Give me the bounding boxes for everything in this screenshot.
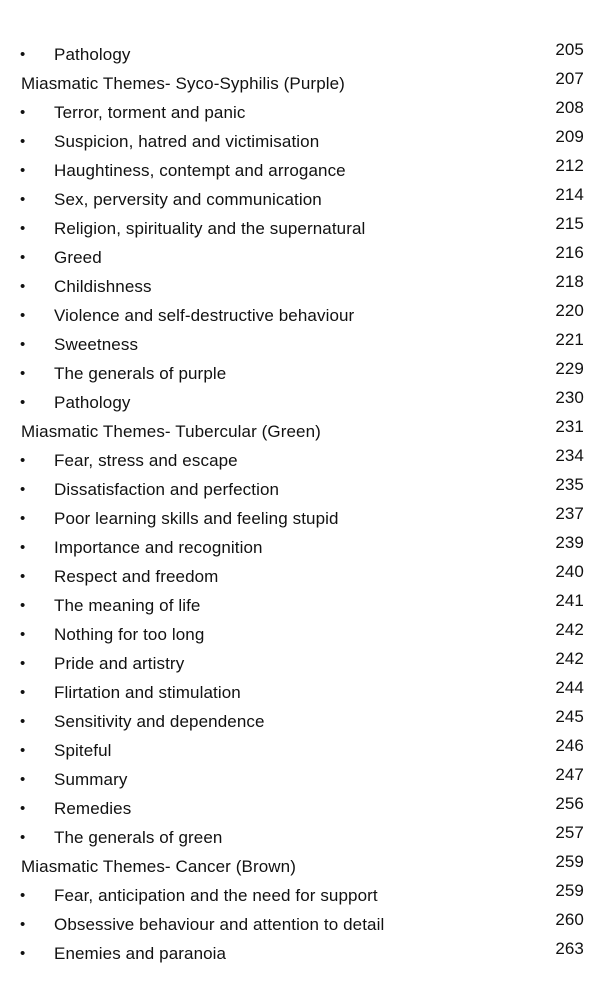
entry-title: Pathology bbox=[54, 45, 131, 64]
section-title: Miasmatic Themes- Cancer (Brown) bbox=[21, 857, 296, 876]
entry-title: Suspicion, hatred and victimisation bbox=[54, 132, 320, 151]
entry-title: Nothing for too long bbox=[54, 625, 205, 644]
toc-entry bbox=[0, 534, 600, 563]
section-title: Miasmatic Themes- Syco-Syphilis (Purple) bbox=[21, 74, 345, 93]
page-number: 242 bbox=[555, 649, 584, 668]
toc-entry bbox=[0, 476, 600, 505]
toc-entry bbox=[0, 273, 600, 302]
page-number: 207 bbox=[555, 69, 584, 88]
page-number: 209 bbox=[555, 127, 584, 146]
toc-entry bbox=[0, 940, 600, 969]
entry-title: Pride and artistry bbox=[54, 654, 185, 673]
bullet-icon: • bbox=[20, 539, 26, 556]
toc-entry bbox=[0, 911, 600, 940]
page-number: 215 bbox=[555, 214, 584, 233]
bullet-icon: • bbox=[20, 713, 26, 730]
toc-entry bbox=[0, 882, 600, 911]
entry-title: Enemies and paranoia bbox=[54, 944, 227, 963]
toc-entry bbox=[0, 621, 600, 650]
page-number: 245 bbox=[555, 707, 584, 726]
page-number: 244 bbox=[555, 678, 584, 697]
bullet-icon: • bbox=[20, 220, 26, 237]
bullet-icon: • bbox=[20, 742, 26, 759]
toc-entry bbox=[0, 563, 600, 592]
toc-entry bbox=[0, 592, 600, 621]
toc-entry bbox=[0, 389, 600, 418]
toc-entry bbox=[0, 128, 600, 157]
bullet-icon: • bbox=[20, 684, 26, 701]
page-number: 220 bbox=[555, 301, 584, 320]
page-number: 208 bbox=[555, 98, 584, 117]
bullet-icon: • bbox=[20, 307, 26, 324]
toc-section-heading bbox=[0, 418, 600, 447]
bullet-icon: • bbox=[20, 771, 26, 788]
bullet-icon: • bbox=[20, 945, 26, 962]
entry-title: Haughtiness, contempt and arrogance bbox=[54, 161, 346, 180]
page-number: 241 bbox=[555, 591, 584, 610]
page-number: 259 bbox=[555, 852, 584, 871]
bullet-icon: • bbox=[20, 597, 26, 614]
page-number: 247 bbox=[555, 765, 584, 784]
toc-entry bbox=[0, 795, 600, 824]
toc-entry bbox=[0, 766, 600, 795]
toc-entry bbox=[0, 708, 600, 737]
page-number: 242 bbox=[555, 620, 584, 639]
page-number: 234 bbox=[555, 446, 584, 465]
bullet-icon: • bbox=[20, 800, 26, 817]
page-number: 237 bbox=[555, 504, 584, 523]
entry-title: Spiteful bbox=[54, 741, 112, 760]
page-number: 221 bbox=[555, 330, 584, 349]
entry-title: Poor learning skills and feeling stupid bbox=[54, 509, 339, 528]
toc-entry bbox=[0, 824, 600, 853]
bullet-icon: • bbox=[20, 278, 26, 295]
bullet-icon: • bbox=[20, 133, 26, 150]
entry-title: Summary bbox=[54, 770, 128, 789]
entry-title: The generals of purple bbox=[54, 364, 227, 383]
toc-section-heading bbox=[0, 853, 600, 882]
page-number: 263 bbox=[555, 939, 584, 958]
toc-entry bbox=[0, 650, 600, 679]
page-number: 260 bbox=[555, 910, 584, 929]
page-number: 235 bbox=[555, 475, 584, 494]
page-number: 256 bbox=[555, 794, 584, 813]
entry-title: Obsessive behaviour and attention to detail bbox=[54, 915, 385, 934]
toc-entry bbox=[0, 41, 600, 70]
entry-title: Fear, stress and escape bbox=[54, 451, 238, 470]
page-number: 230 bbox=[555, 388, 584, 407]
toc-entry bbox=[0, 99, 600, 128]
bullet-icon: • bbox=[20, 104, 26, 121]
bullet-icon: • bbox=[20, 394, 26, 411]
bullet-icon: • bbox=[20, 191, 26, 208]
entry-title: Fear, anticipation and the need for support bbox=[54, 886, 378, 905]
entry-title: Religion, spirituality and the supernatural bbox=[54, 219, 366, 238]
entry-title: Flirtation and stimulation bbox=[54, 683, 241, 702]
entry-title: The generals of green bbox=[54, 828, 223, 847]
page-number: 212 bbox=[555, 156, 584, 175]
page-number: 257 bbox=[555, 823, 584, 842]
toc-entry bbox=[0, 215, 600, 244]
entry-title: Childishness bbox=[54, 277, 152, 296]
bullet-icon: • bbox=[20, 452, 26, 469]
bullet-icon: • bbox=[20, 162, 26, 179]
toc-entry bbox=[0, 679, 600, 708]
entry-title: Importance and recognition bbox=[54, 538, 263, 557]
page-number: 205 bbox=[555, 40, 584, 59]
toc-entry bbox=[0, 244, 600, 273]
toc-entry bbox=[0, 186, 600, 215]
bullet-icon: • bbox=[20, 336, 26, 353]
entry-title: Violence and self-destructive behaviour bbox=[54, 306, 355, 325]
toc-section-heading bbox=[0, 70, 600, 99]
toc-entry bbox=[0, 360, 600, 389]
entry-title: Respect and freedom bbox=[54, 567, 219, 586]
entry-title: Dissatisfaction and perfection bbox=[54, 480, 280, 499]
bullet-icon: • bbox=[20, 655, 26, 672]
bullet-icon: • bbox=[20, 510, 26, 527]
bullet-icon: • bbox=[20, 568, 26, 585]
bullet-icon: • bbox=[20, 46, 26, 63]
bullet-icon: • bbox=[20, 916, 26, 933]
entry-title: Sensitivity and dependence bbox=[54, 712, 265, 731]
toc-entry bbox=[0, 302, 600, 331]
entry-title: The meaning of life bbox=[54, 596, 201, 615]
page-number: 259 bbox=[555, 881, 584, 900]
toc-list bbox=[0, 41, 600, 969]
page-number: 239 bbox=[555, 533, 584, 552]
bullet-icon: • bbox=[20, 365, 26, 382]
page-number: 218 bbox=[555, 272, 584, 291]
bullet-icon: • bbox=[20, 249, 26, 266]
bullet-icon: • bbox=[20, 887, 26, 904]
entry-title: Pathology bbox=[54, 393, 131, 412]
page-number: 231 bbox=[555, 417, 584, 436]
bullet-icon: • bbox=[20, 829, 26, 846]
toc-entry bbox=[0, 505, 600, 534]
page-number: 216 bbox=[555, 243, 584, 262]
entry-title: Sex, perversity and communication bbox=[54, 190, 322, 209]
toc-entry bbox=[0, 447, 600, 476]
bullet-icon: • bbox=[20, 626, 26, 643]
toc-entry bbox=[0, 157, 600, 186]
toc-entry bbox=[0, 331, 600, 360]
toc-entry bbox=[0, 737, 600, 766]
entry-title: Terror, torment and panic bbox=[54, 103, 246, 122]
bullet-icon: • bbox=[20, 481, 26, 498]
page-number: 229 bbox=[555, 359, 584, 378]
entry-title: Sweetness bbox=[54, 335, 139, 354]
section-title: Miasmatic Themes- Tubercular (Green) bbox=[21, 422, 321, 441]
entry-title: Greed bbox=[54, 248, 102, 267]
entry-title: Remedies bbox=[54, 799, 132, 818]
page-number: 240 bbox=[555, 562, 584, 581]
page-number: 214 bbox=[555, 185, 584, 204]
page-number: 246 bbox=[555, 736, 584, 755]
